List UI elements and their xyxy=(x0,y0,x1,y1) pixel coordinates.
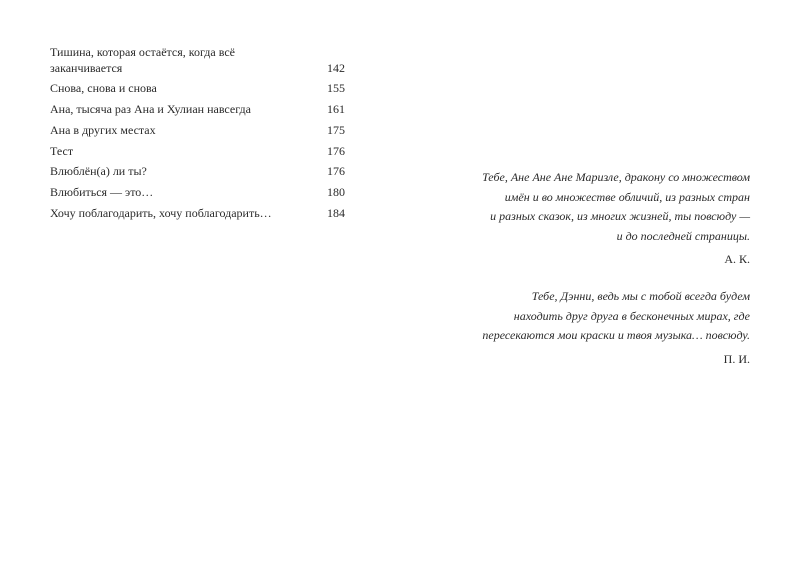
toc-entry-title: Снова, снова и снова xyxy=(50,81,157,96)
toc-entry-page: 155 xyxy=(327,81,345,96)
toc-entry xyxy=(50,206,345,222)
toc-entry-title: Тест xyxy=(50,143,74,158)
toc-entry-page: 180 xyxy=(327,185,345,200)
toc-entry-title: Хочу поблагодарить, хочу поблагодарить… xyxy=(50,206,272,221)
toc-entry xyxy=(50,144,345,160)
dedication-text: Тебе, Дэнни, ведь мы с тобой всегда будем находить друг друга в бесконечных мирах, где пересекаются мои краски и твоя музыка… повсюду. xyxy=(482,289,750,342)
toc-entry xyxy=(50,185,345,201)
dedication-signature: П. И. xyxy=(723,351,750,366)
dedication-signature: А. К. xyxy=(724,252,750,266)
toc-entry xyxy=(50,164,345,180)
toc-entry-page: 184 xyxy=(327,206,345,221)
dedication xyxy=(482,168,750,267)
toc-entry-title: Тишина, которая остаётся, когда всё заканчивается xyxy=(50,45,235,75)
toc-entry-title: Влюбиться — это… xyxy=(50,185,154,200)
toc-entry xyxy=(50,81,345,97)
toc-entry-title: Ана, тысяча раз Ана и Хулиан навсегда xyxy=(50,102,251,117)
toc-entry-title: Влюблён(а) ли ты? xyxy=(50,164,147,179)
toc-entry-page: 176 xyxy=(327,143,345,158)
toc-entry-page: 175 xyxy=(327,122,345,137)
dedication xyxy=(482,287,750,367)
dedication-text: Тебе, Ане Ане Ане Маризле, дракону со множеством имён и во множестве обличий, из разных стран и разных сказок, из многих жизней, ты повсюду — и до последней страницы. xyxy=(482,170,750,243)
toc-entry xyxy=(50,123,345,139)
toc-entry-title: Ана в других местах xyxy=(50,122,156,137)
toc-entry xyxy=(50,45,345,76)
toc-entry-page: 161 xyxy=(327,102,345,117)
toc-entry-page: 142 xyxy=(327,60,345,75)
table-of-contents xyxy=(50,45,345,227)
toc-entry-page: 176 xyxy=(327,164,345,179)
toc-entry xyxy=(50,102,345,118)
